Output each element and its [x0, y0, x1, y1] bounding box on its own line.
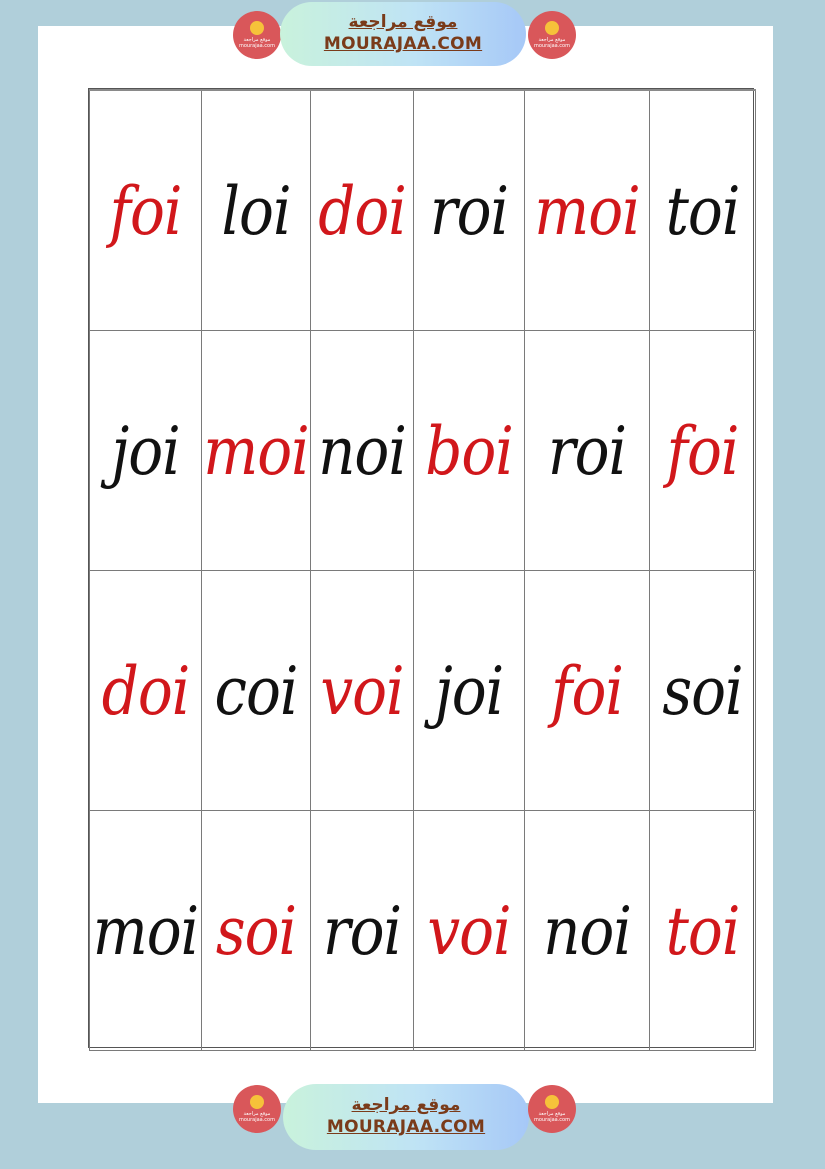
syllable-word: toi: [665, 891, 740, 970]
syllable-word: toi: [665, 171, 740, 250]
grid-cell: [650, 90, 756, 331]
header-banner: [0, 0, 825, 72]
syllable-word: soi: [662, 651, 743, 730]
grid-cell: [202, 90, 311, 331]
syllable-word: moi: [534, 171, 640, 250]
syllable-word: voi: [320, 651, 404, 730]
site-name-arabic[interactable]: موقع مراجعة: [348, 12, 458, 32]
grid-cell: [650, 571, 756, 811]
grid-cell: [202, 331, 311, 571]
syllable-word: voi: [427, 891, 511, 970]
site-name-arabic[interactable]: موقع مراجعة: [351, 1095, 461, 1115]
grid-cell: [311, 331, 414, 571]
syllable-word: doi: [101, 651, 190, 730]
grid-cell: [414, 331, 525, 571]
grid-row: [90, 331, 756, 571]
syllable-word: soi: [215, 891, 297, 970]
logo-text: موقع مراجعة mourajaa.com: [238, 1111, 275, 1123]
grid-cell: [90, 571, 202, 811]
footer-banner: [0, 1082, 825, 1154]
syllable-word: foi: [551, 651, 623, 730]
logo-badge-icon: [545, 21, 559, 35]
syllable-word: roi: [547, 411, 627, 490]
grid-cell: [525, 90, 650, 331]
grid-row: [90, 811, 756, 1051]
grid-cell: [90, 811, 202, 1051]
grid-cell: [414, 811, 525, 1051]
site-logo-left: [233, 1085, 281, 1133]
grid-cell: [90, 331, 202, 571]
site-logo-right: [528, 11, 576, 59]
site-name-link[interactable]: MOURAJAA.COM: [326, 1117, 486, 1137]
grid-cell: [414, 90, 525, 331]
grid-cell: [90, 90, 202, 331]
grid-cell: [311, 90, 414, 331]
syllable-grid: [88, 88, 754, 1048]
syllable-word: foi: [109, 171, 182, 250]
logo-text: موقع مراجعة mourajaa.com: [238, 37, 275, 49]
grid-cell: [414, 571, 525, 811]
site-title-pill[interactable]: [280, 2, 526, 66]
logo-text: موقع مراجعة mourajaa.com: [533, 1111, 570, 1123]
syllable-word: boi: [425, 411, 513, 490]
grid-cell: [202, 571, 311, 811]
site-logo-right: [528, 1085, 576, 1133]
syllable-word: foi: [666, 411, 739, 490]
grid-cell: [311, 571, 414, 811]
syllable-word: noi: [543, 891, 631, 970]
syllable-word: coi: [214, 651, 298, 730]
syllable-word: moi: [92, 891, 199, 970]
syllable-word: noi: [318, 411, 406, 490]
syllable-word: joi: [434, 651, 504, 730]
syllable-word: loi: [221, 171, 291, 250]
syllable-word: joi: [111, 411, 180, 490]
grid-cell: [202, 811, 311, 1051]
grid-cell: [311, 811, 414, 1051]
logo-text: موقع مراجعة mourajaa.com: [533, 37, 570, 49]
grid-row: [90, 90, 756, 331]
site-name-link[interactable]: MOURAJAA.COM: [323, 34, 483, 54]
syllable-word: roi: [322, 891, 402, 970]
syllable-word: roi: [429, 171, 509, 250]
logo-badge-icon: [250, 1095, 264, 1109]
syllable-word: doi: [318, 171, 406, 250]
grid-cell: [525, 811, 650, 1051]
grid-row: [90, 571, 756, 811]
logo-badge-icon: [250, 21, 264, 35]
syllable-word: moi: [203, 411, 309, 490]
site-logo-left: [233, 11, 281, 59]
syllable-table: [89, 89, 756, 1051]
grid-cell: [650, 331, 756, 571]
grid-cell: [650, 811, 756, 1051]
grid-cell: [525, 571, 650, 811]
grid-cell: [525, 331, 650, 571]
logo-badge-icon: [545, 1095, 559, 1109]
site-title-pill[interactable]: [283, 1084, 529, 1150]
